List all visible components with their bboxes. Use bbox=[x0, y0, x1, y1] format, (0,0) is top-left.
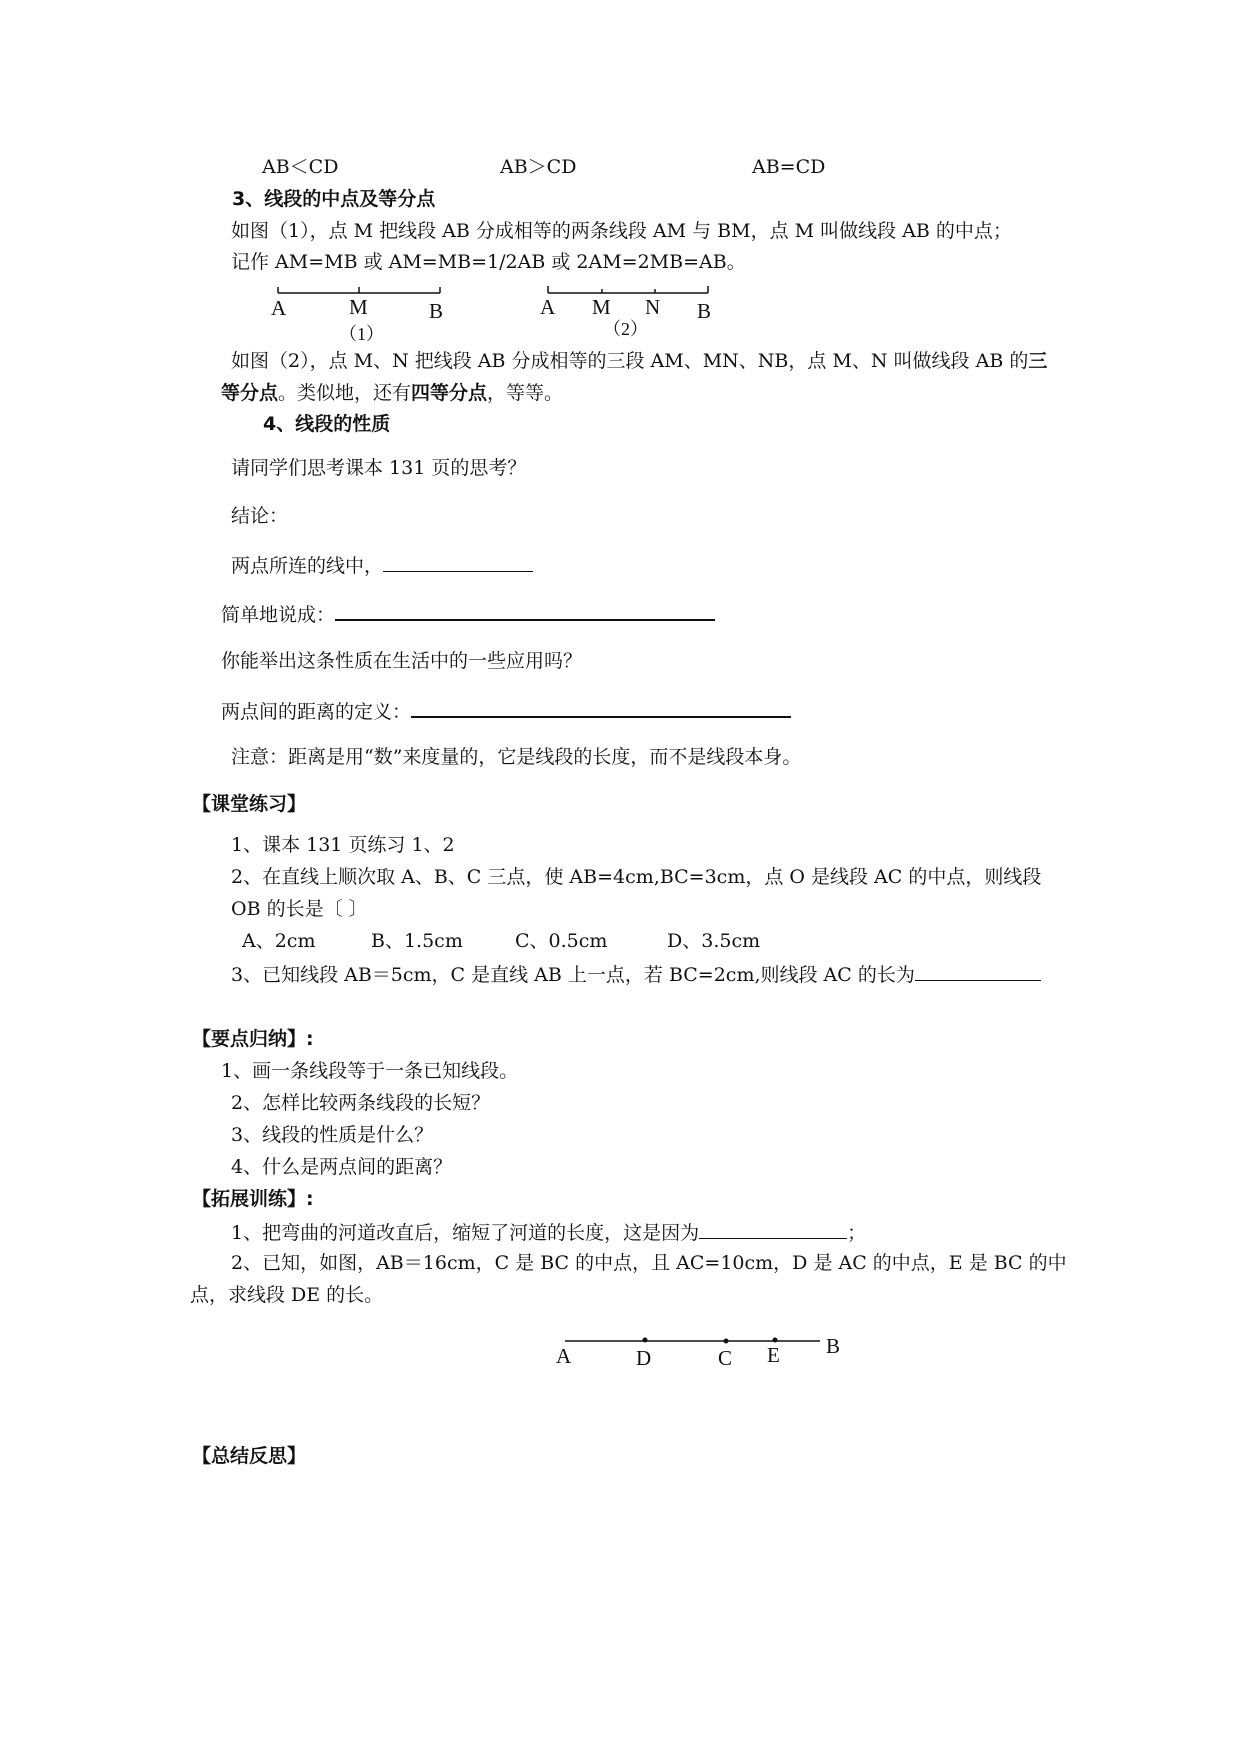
fill-distance-definition bbox=[221, 700, 791, 722]
point-label-b: B bbox=[429, 299, 444, 323]
section3-notation-text: 记作 AM=MB 或 AM=MB=1/2AB 或 2AM=2MB=AB。 bbox=[231, 251, 746, 273]
option-d[interactable]: D、3.5cm bbox=[667, 930, 761, 952]
point-label-n: N bbox=[645, 295, 661, 319]
comparison-greater: AB＞CD bbox=[500, 156, 577, 178]
extension-q1 bbox=[231, 1222, 866, 1243]
fill-shortest-line-label: 两点所连的线中， bbox=[231, 555, 384, 577]
figure-1-midpoint-segment bbox=[271, 287, 443, 344]
practice-q1: 1、课本 131 页练习 1、2 bbox=[231, 834, 455, 856]
option-c[interactable]: C、0.5cm bbox=[515, 930, 608, 952]
fill-distance-definition-label: 两点间的距离的定义： bbox=[221, 701, 412, 723]
division-text-post: ，等等。 bbox=[487, 382, 564, 404]
trisection-text-pre: 如图（2），点 M、N 把线段 AB 分成相等的三段 AM、MN、NB，点 M、N 叫做线段 AB 的 bbox=[231, 350, 1029, 372]
answer-blank-5[interactable] bbox=[699, 1222, 847, 1239]
section4-title: 4、线段的性质 bbox=[263, 413, 391, 435]
term-quadrisection-points: 四等分点 bbox=[411, 382, 488, 404]
option-b[interactable]: B、1.5cm bbox=[371, 930, 463, 952]
summary-item-3: 3、线段的性质是什么？ bbox=[231, 1124, 434, 1146]
think-prompt: 请同学们思考课本 131 页的思考？ bbox=[231, 457, 527, 479]
point-label-a: A bbox=[271, 296, 287, 320]
trisection-bold-san: 三 bbox=[1028, 350, 1048, 372]
section3-division-points-text bbox=[221, 384, 563, 403]
point-label-a: A bbox=[556, 1344, 572, 1368]
point-label-c: C bbox=[718, 1346, 733, 1370]
extension-heading: 【拓展训练】: bbox=[192, 1188, 314, 1210]
distance-note: 注意：距离是用“数”来度量的，它是线段的长度，而不是线段本身。 bbox=[231, 746, 802, 768]
fill-simply-put-label: 简单地说成： bbox=[221, 604, 336, 626]
point-e bbox=[773, 1338, 778, 1343]
practice-q3-text: 3、已知线段 AB＝5cm，C 是直线 AB 上一点，若 BC=2cm,则线段 AC 的长为 bbox=[231, 964, 915, 986]
point-c bbox=[724, 1339, 729, 1344]
extension-q1-end: ； bbox=[847, 1222, 867, 1244]
extension-q2-line2: 点，求线段 DE 的长。 bbox=[190, 1284, 384, 1306]
summary-item-1: 1、画一条线段等于一条已知线段。 bbox=[221, 1060, 519, 1082]
extension-q1-text: 1、把弯曲的河道改直后，缩短了河道的长度，这是因为 bbox=[231, 1222, 700, 1244]
point-label-a: A bbox=[540, 295, 556, 319]
comparison-equal: AB=CD bbox=[752, 156, 826, 178]
answer-blank-2[interactable] bbox=[335, 603, 715, 621]
point-label-m: M bbox=[349, 295, 368, 319]
reflection-heading: 【总结反思】 bbox=[192, 1445, 307, 1467]
answer-blank-4[interactable] bbox=[915, 964, 1041, 981]
term-trisection-points: 等分点 bbox=[221, 382, 279, 404]
figure-2-trisection-segment bbox=[540, 286, 711, 339]
answer-blank-1[interactable] bbox=[383, 555, 533, 572]
practice-q3 bbox=[231, 964, 1041, 985]
figure-3-segment-adceb bbox=[556, 1334, 840, 1370]
fill-shortest-line bbox=[231, 555, 533, 576]
point-d bbox=[643, 1338, 648, 1343]
point-label-b: B bbox=[826, 1334, 841, 1358]
section3-midpoint-text: 如图（1），点 M 把线段 AB 分成相等的两条线段 AM 与 BM，点 M 叫做线段 AB 的中点； bbox=[231, 220, 1012, 242]
summary-item-2: 2、怎样比较两条线段的长短？ bbox=[231, 1092, 491, 1114]
summary-heading: 【要点归纳】: bbox=[192, 1028, 314, 1050]
point-label-e: E bbox=[767, 1343, 780, 1367]
point-label-d: D bbox=[636, 1346, 652, 1370]
option-a[interactable]: A、2cm bbox=[242, 930, 316, 952]
application-question: 你能举出这条性质在生活中的一些应用吗？ bbox=[221, 650, 583, 672]
practice-q2-line1: 2、在直线上顺次取 A、B、C 三点，使 AB=4cm,BC=3cm，点 O 是线段 AC 的中点，则线段 bbox=[231, 866, 1042, 888]
section3-trisection-text bbox=[231, 352, 1047, 371]
figure-1-caption: （1） bbox=[339, 324, 384, 344]
figure-2-caption: （2） bbox=[603, 319, 648, 339]
extension-q2-line1: 2、已知，如图，AB＝16cm，C 是 BC 的中点，且 AC=10cm，D 是 AC 的中点，E 是 BC 的中 bbox=[231, 1252, 1067, 1274]
comparison-less: AB＜CD bbox=[262, 156, 339, 178]
point-label-m: M bbox=[592, 295, 611, 319]
answer-blank-3[interactable] bbox=[411, 700, 791, 718]
practice-heading: 【课堂练习】 bbox=[192, 793, 307, 815]
fill-simply-put bbox=[221, 603, 715, 625]
section3-title: 3、线段的中点及等分点 bbox=[232, 188, 436, 210]
division-text-mid: 。类似地，还有 bbox=[278, 382, 412, 404]
conclusion-label: 结论： bbox=[231, 505, 289, 527]
practice-q2-line2: OB 的长是〔 〕 bbox=[231, 898, 368, 920]
point-label-b: B bbox=[697, 299, 712, 323]
summary-item-4: 4、什么是两点间的距离？ bbox=[231, 1156, 453, 1178]
